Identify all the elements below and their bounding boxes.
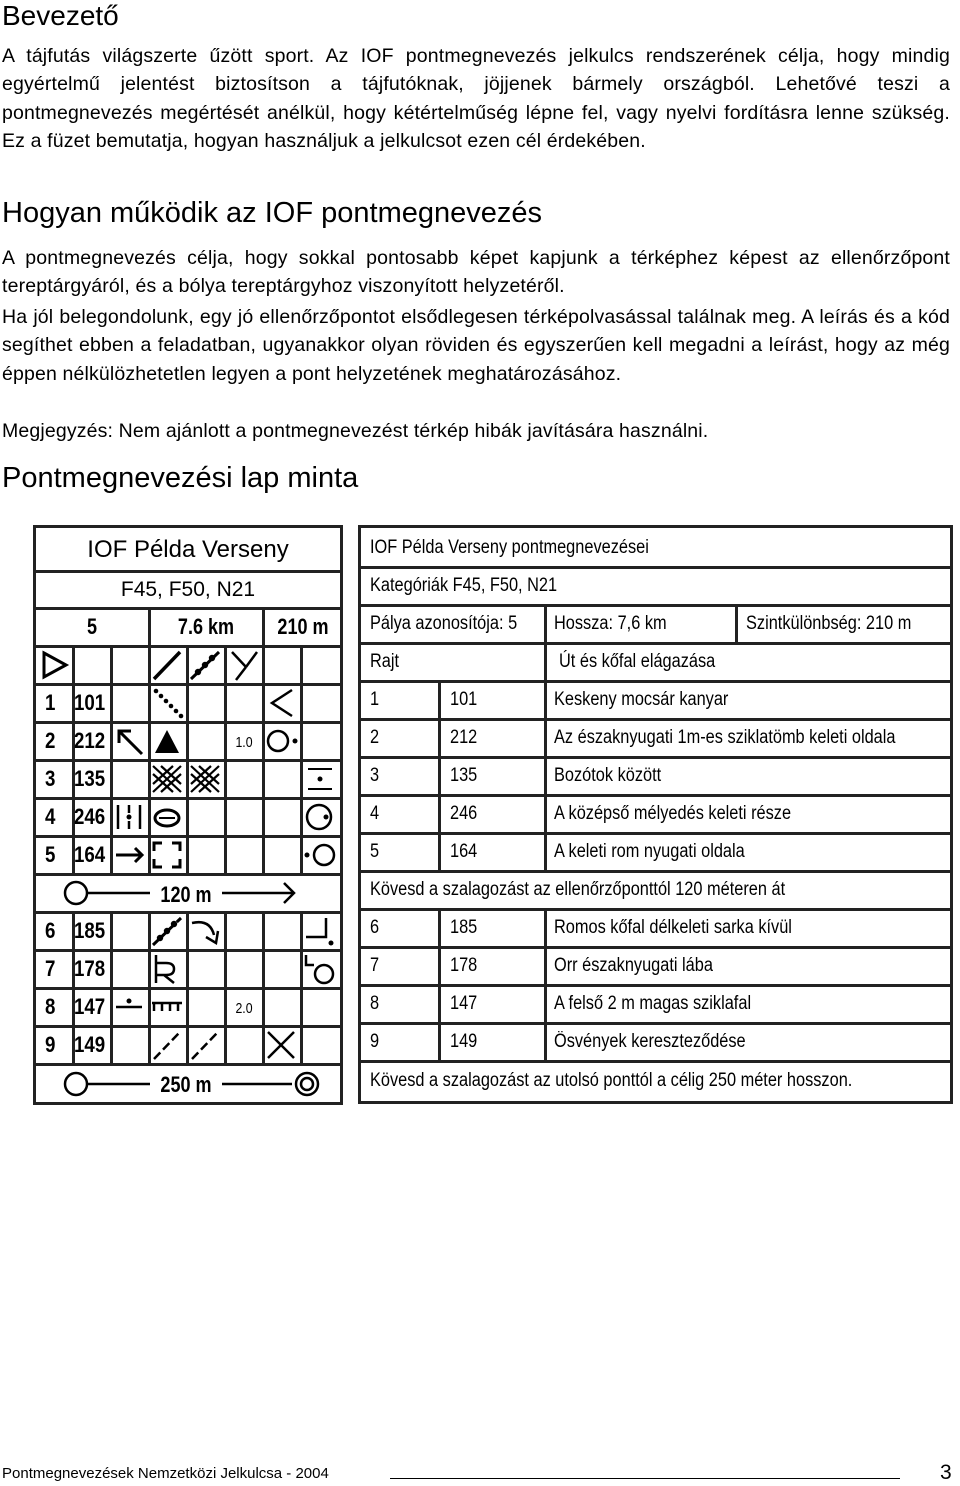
sym-row-6-number: 6 <box>45 918 56 943</box>
txt-row-2-number: 2 <box>370 727 380 748</box>
between-icon <box>300 761 340 797</box>
txt-course: Pálya azonosítója: 5 <box>370 613 518 634</box>
sym-length: 7.6 km <box>177 614 235 639</box>
heading-bevezeto: Bevezető <box>2 0 119 31</box>
how-paragraph-1: A pontmegnevezés célja, hogy sokkal pontosabb képet kapjunk a térképhez képest az ellenőrzőpont tereptárgyáról, és a bólya tereptárgyhoz viszonyított helyzetéről. <box>2 247 950 298</box>
sym-climb: 210 m <box>277 614 329 639</box>
bend-icon <box>262 685 300 721</box>
crossing-icon <box>262 1027 300 1063</box>
txt-row-8-code: 147 <box>450 993 478 1014</box>
sym-row-8-number: 8 <box>45 994 56 1019</box>
upper-icon <box>110 989 148 1025</box>
sym-categories: F45, F50, N21 <box>120 578 256 601</box>
ruin-icon <box>148 837 186 873</box>
sym-row-9-number: 9 <box>45 1032 56 1057</box>
sym-row-2-code: 212 <box>74 728 106 753</box>
txt-start-label: Rajt <box>370 651 400 672</box>
boulder-icon <box>148 723 186 759</box>
sym-row-5-code: 164 <box>74 842 106 867</box>
sym-row-2-number: 2 <box>45 728 56 753</box>
sym-row-6-code: 185 <box>74 918 106 943</box>
txt-row-1-desc: Keskeny mocsár kanyar <box>554 689 729 710</box>
txt-row-2-code: 212 <box>450 727 478 748</box>
txt-event-title: IOF Példa Verseny pontmegnevezései <box>370 537 649 558</box>
sym-mid-distance: 120 m <box>160 882 212 907</box>
footer-rule <box>390 1478 900 1479</box>
ruined-wall-icon <box>148 913 186 949</box>
txt-row-7-code: 178 <box>450 955 478 976</box>
how-paragraph-2: Ha jól belegondolunk, egy jó ellenőrzőpontot elsődlegesen térképolvasással találnak meg. A leírás és a kód segíthet ebben a feladatban, ugyanakkor olyan röviden és egyszerűen kell megadni a leírást, hogy az még éppen nélkülözhetetlen legyen a pont helyzetének meghatározásához. <box>2 306 950 385</box>
txt-row-9-code: 149 <box>450 1031 478 1052</box>
path-icon <box>148 647 186 683</box>
northwest-arrow-icon <box>110 723 148 759</box>
txt-row-5-number: 5 <box>370 841 380 862</box>
outside-corner-icon <box>300 913 340 949</box>
middle-icon <box>110 799 148 835</box>
sym-row-3-code: 135 <box>74 766 106 791</box>
txt-row-6-code: 185 <box>450 917 478 938</box>
txt-row-4-desc: A középső mélyedés keleti része <box>554 803 792 824</box>
heading-how: Hogyan működik az IOF pontmegnevezés <box>2 197 542 229</box>
stone-wall-icon <box>186 647 224 683</box>
sym-row-9-code: 149 <box>74 1032 106 1057</box>
east-side-icon <box>262 723 300 759</box>
sym-row-2-size: 1.0 <box>235 734 253 751</box>
thicket-icon-2 <box>186 761 224 797</box>
sym-row-7-number: 7 <box>45 956 56 981</box>
txt-start-desc: Út és kőfal elágazása <box>559 651 716 672</box>
sym-row-5-number: 5 <box>45 842 56 867</box>
txt-climb: Szintkülönbség: 210 m <box>746 613 912 634</box>
txt-row-6-number: 6 <box>370 917 380 938</box>
spur-icon <box>148 951 186 987</box>
southeast-corner-icon <box>186 913 224 949</box>
sym-row-1-code: 101 <box>74 690 106 715</box>
sym-row-4-code: 246 <box>74 804 106 829</box>
intro-paragraph: A tájfutás világszerte űzött sport. Az IOF pontmegnevezés jelkulcs rendszerének célja, hogy mindig egyértelmű jelentést biztosítson a tájfutóknak, jöjjenek bármely országból. Lehetővé teszi a pontmegnevezés megértését anélkül, hogy kétértelműség lépne fel, vagy nyelvi fordításra lenne szükség. Ez a füzet bemutatja, hogyan használjuk a jelkulcsot ezen cél érdekében. <box>2 45 950 153</box>
txt-row-8-number: 8 <box>370 993 380 1014</box>
txt-row-5-code: 164 <box>450 841 478 862</box>
sym-row-7-code: 178 <box>74 956 106 981</box>
cliff-icon <box>148 989 186 1025</box>
txt-categories: Kategóriák F45, F50, N21 <box>370 575 558 596</box>
txt-row-7-desc: Orr északnyugati lába <box>554 955 713 976</box>
txt-mid-note: Kövesd a szalagozást az ellenőrzőponttól 120 méteren át <box>370 879 786 900</box>
page-number: 3 <box>940 1461 952 1484</box>
txt-row-9-number: 9 <box>370 1031 380 1052</box>
sym-row-8-size: 2.0 <box>235 1000 253 1017</box>
heading-sample: Pontmegnevezési lap minta <box>2 462 359 494</box>
txt-row-3-desc: Bozótok között <box>554 765 662 786</box>
how-paragraph-3: Megjegyzés: Nem ajánlott a pontmegnevezést térkép hibák javítására használni. <box>2 420 709 442</box>
txt-row-3-code: 135 <box>450 765 478 786</box>
sym-event-title: IOF Példa Verseny <box>87 536 289 563</box>
symbol-description-sheet <box>33 525 343 1105</box>
start-triangle-icon <box>36 647 72 683</box>
txt-row-1-code: 101 <box>450 689 478 710</box>
sym-row-8-code: 147 <box>74 994 106 1019</box>
txt-row-1-number: 1 <box>370 689 380 710</box>
txt-row-5-desc: A keleti rom nyugati oldala <box>554 841 745 862</box>
txt-finish-note: Kövesd a szalagozást az utolsó ponttól a célig 250 méter hosszon. <box>370 1070 853 1091</box>
sym-row-4-number: 4 <box>45 804 56 829</box>
junction-icon <box>224 647 262 683</box>
txt-row-8-desc: A felső 2 m magas sziklafal <box>554 993 752 1014</box>
northwest-foot-icon <box>300 951 340 987</box>
txt-row-6-desc: Romos kőfal délkeleti sarka kívül <box>554 917 792 938</box>
footer-title: Pontmegnevezések Nemzetközi Jelkulcsa - 2004 <box>2 1465 329 1482</box>
footpath-icon <box>148 1027 186 1063</box>
sym-row-3-number: 3 <box>45 766 56 791</box>
txt-row-2-desc: Az északnyugati 1m-es sziklatömb keleti oldala <box>554 727 896 748</box>
depression-icon <box>148 799 186 835</box>
east-part-icon <box>300 799 340 835</box>
txt-length: Hossza: 7,6 km <box>554 613 667 634</box>
sym-course: 5 <box>86 614 98 639</box>
txt-row-9-desc: Ösvények kereszteződése <box>554 1031 746 1052</box>
txt-row-4-code: 246 <box>450 803 478 824</box>
sym-finish-distance: 250 m <box>160 1072 212 1097</box>
sym-row-1-number: 1 <box>45 690 56 715</box>
west-side-icon <box>300 837 340 873</box>
narrow-marsh-icon <box>148 685 186 721</box>
thicket-icon <box>148 761 186 797</box>
txt-row-3-number: 3 <box>370 765 380 786</box>
text-description-sheet <box>358 525 953 1104</box>
txt-row-7-number: 7 <box>370 955 380 976</box>
east-arrow-icon <box>110 837 148 873</box>
txt-row-4-number: 4 <box>370 803 380 824</box>
footpath-icon-2 <box>186 1027 224 1063</box>
